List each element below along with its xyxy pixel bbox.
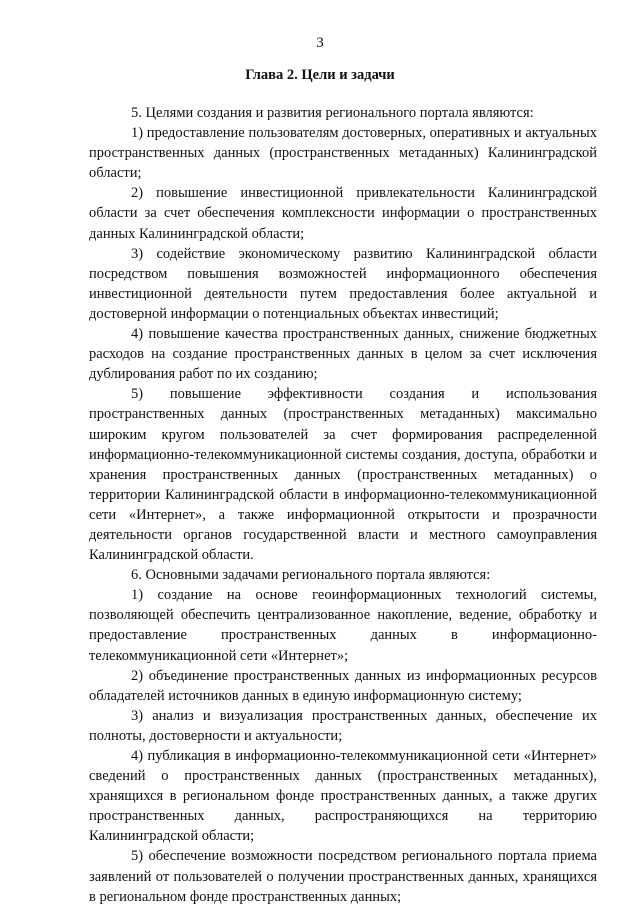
chapter-title: Глава 2. Цели и задачи bbox=[245, 67, 395, 83]
paragraph-task-4: 4) публикация в информационно-телекоммуникационной сети «Интернет» сведений о пространственных данных (пространственных метаданных), хранящихся в региональном фонде пространственных данных, а также других пространственных данных, распространяющихся на территорию Калининградской области; bbox=[89, 748, 597, 845]
paragraph-goal-5: 5) повышение эффективности создания и использования пространственных данных (пространственных метаданных) максимально широким кругом пользователей за счет формирования распределенной информационно-телекоммуникационной системы создания, доступа, обработки и хранения пространственных данных (пространственных метаданных) о территории Калининградской области в информационно-телекоммуникационной сети «Интернет», а также информационной открытости и прозрачности деятельности органов государственной власти и местного самоуправления Калининградской области. bbox=[89, 386, 597, 564]
paragraph-task-3: 3) анализ и визуализация пространственных данных, обеспечение их полноты, достоверности и актуальности; bbox=[89, 707, 597, 744]
paragraph-task-2: 2) объединение пространственных данных из информационных ресурсов обладателей источников данных в единую информационную систему; bbox=[89, 667, 597, 704]
page-number: 3 bbox=[316, 35, 324, 51]
paragraph-goal-4: 4) повышение качества пространственных данных, снижение бюджетных расходов на создание пространственных данных в целом за счет исключения дублирования работ по их созданию; bbox=[89, 326, 597, 383]
paragraph-goal-3: 3) содействие экономическому развитию Калининградской области посредством повышения возможностей информационного обеспечения инвестиционной деятельности путем предоставления более актуальной и достоверной информации о потенциальных объектах инвестиций; bbox=[89, 245, 597, 322]
document-body bbox=[89, 103, 597, 907]
paragraph-tasks-intro: 6. Основными задачами регионального портала являются: bbox=[131, 567, 491, 584]
paragraph-task-1: 1) создание на основе геоинформационных технологий системы, позволяющей обеспечить централизованное накопление, ведение, обработку и предоставление пространственных данных в информационно-телекоммуникационной сети «Интернет»; bbox=[89, 587, 597, 664]
paragraph-goal-1: 1) предоставление пользователям достоверных, оперативных и актуальных пространственных данных (пространственных метаданных) Калининградской области; bbox=[89, 125, 597, 182]
paragraph-task-5: 5) обеспечение возможности посредством регионального портала приема заявлений от пользователей о получении пространственных данных, хранящихся в региональном фонде пространственных данных; bbox=[89, 848, 597, 905]
paragraph-goal-2: 2) повышение инвестиционной привлекательности Калининградской области за счет обеспечения комплексности информации о пространственных данных Калининградской области; bbox=[89, 185, 597, 242]
paragraph-goals-intro: 5. Целями создания и развития регионального портала являются: bbox=[131, 105, 534, 121]
